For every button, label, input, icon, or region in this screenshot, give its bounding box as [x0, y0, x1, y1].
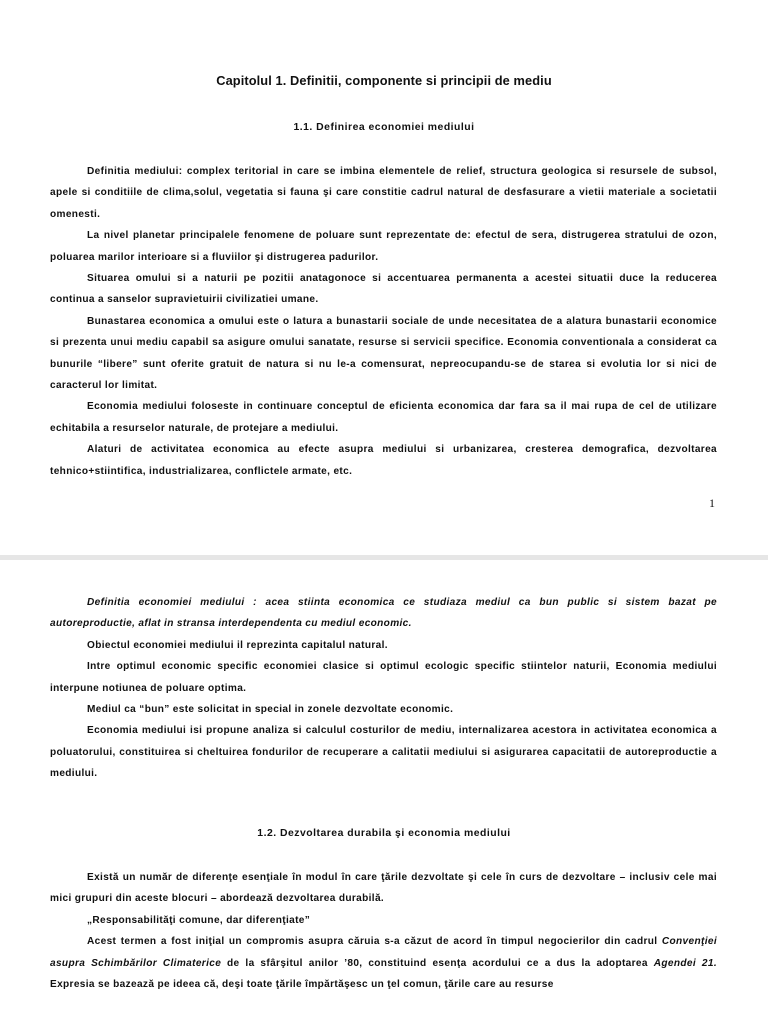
- text-run: de la sfârşitul anilor ’80, constituind esenţa acordului ce a dus la adoptarea: [221, 957, 654, 969]
- paragraph: Există un număr de diferenţe esenţiale în modul în care ţările dezvoltate şi cele în curs de dezvoltare – inclusiv cele mai mici grupuri din aceste blocuri – abordează dezvoltarea durabilă.: [50, 872, 717, 905]
- text-run: Expresia se bazează pe ideea că, deşi toate ţările împărtăşesc un ţel comun, ţările care au resurse: [50, 979, 554, 991]
- paragraph: Mediul ca “bun” este solicitat in special in zonele dezvoltate economic.: [87, 704, 454, 716]
- chapter-title: Capitolul 1. Definitii, componente si principii de mediu: [216, 73, 552, 88]
- text-run: Acest termen a fost iniţial un compromis asupra căruia s-a căzut de acord în timpul negocierilor din cadrul: [87, 936, 662, 948]
- page1-body: [50, 161, 717, 482]
- paragraph: La nivel planetar principalele fenomene de poluare sunt reprezentate de: efectul de sera, distrugerea stratului de ozon, poluarea marilor interioare si a fluviilor şi distrugerea padurilor.: [50, 230, 717, 263]
- page-number: 1: [709, 496, 715, 510]
- quote-paragraph: „Responsabilităţi comune, dar diferenţiate”: [87, 914, 311, 926]
- paragraph: Obiectul economiei mediului il reprezinta capitalul natural.: [87, 639, 388, 651]
- definition-text: Definitia economiei mediului : acea stiinta economica ce studiaza mediul ca bun public si sistem bazat pe autoreproductie, aflat in stransa interdependenta cu mediul economic.: [50, 597, 717, 630]
- section-title-1-1: 1.1. Definirea economiei mediului: [293, 122, 475, 133]
- paragraph: Economia mediului isi propune analiza si calculul costurilor de mediu, internalizarea acestora in activitatea economica a poluatorului, constituirea si cheltuirea fondurilor de recuperare a calitatii mediului si asigurarea capacitatii de autoreproductie a mediului.: [50, 725, 717, 780]
- italic-run: Convenţiei asupra Schimbărilor Climaterice: [50, 936, 717, 969]
- paragraph: Definitia mediului: complex teritorial in care se imbina elementele de relief, structura geologica si resursele de subsol, apele si conditiile de clima,solul, vegetatia si fauna şi care constitie cadrul natural de desfasurare a vietii materiale a societatii omenesti.: [50, 166, 717, 220]
- paragraph: Bunastarea economica a omului este o latura a bunastarii sociale de unde necesitatea de a alatura bunastarii economice si prezenta unui mediu capabil sa asigure omului sanatate, resurse si servicii specifice. Economia conventionala a considerat ca bunurile “libere” sunt oferite gratuit de natura si nu le-a comensurat, nepreocupandu-se de starea si evolutia lor si nici de caracterul lor limitat.: [50, 315, 717, 392]
- paragraph: Situarea omului si a naturii pe pozitii anatagonoce si accentuarea permanenta a acestei situatii duce la reducerea continua a sanselor supravietuirii civilizatiei umane.: [50, 273, 717, 306]
- definition-paragraph: [50, 592, 717, 635]
- paragraph: Economia mediului foloseste in continuare conceptul de eficienta economica dar fara sa il mai rupa de cel de utilizare echitabila a resurselor naturale, de protejare a mediului.: [50, 401, 717, 434]
- page2-body: [50, 592, 717, 785]
- paragraph: Alaturi de activitatea economica au efecte asupra mediului si urbanizarea, cresterea demografica, dezvoltarea tehnico+stiintifica, industrializarea, conflictele armate, etc.: [50, 444, 717, 477]
- document-page-2: [0, 560, 768, 1024]
- paragraph: Intre optimul economic specific economiei clasice si optimul ecologic specific stiintelor naturii, Economia mediului interpune notiunea de poluare optima.: [50, 661, 717, 694]
- paragraph: [50, 931, 717, 995]
- italic-run: Agendei 21.: [653, 957, 717, 969]
- page2-section-body: [50, 867, 717, 995]
- section-title-1-2: 1.2. Dezvoltarea durabila şi economia mediului: [257, 828, 511, 839]
